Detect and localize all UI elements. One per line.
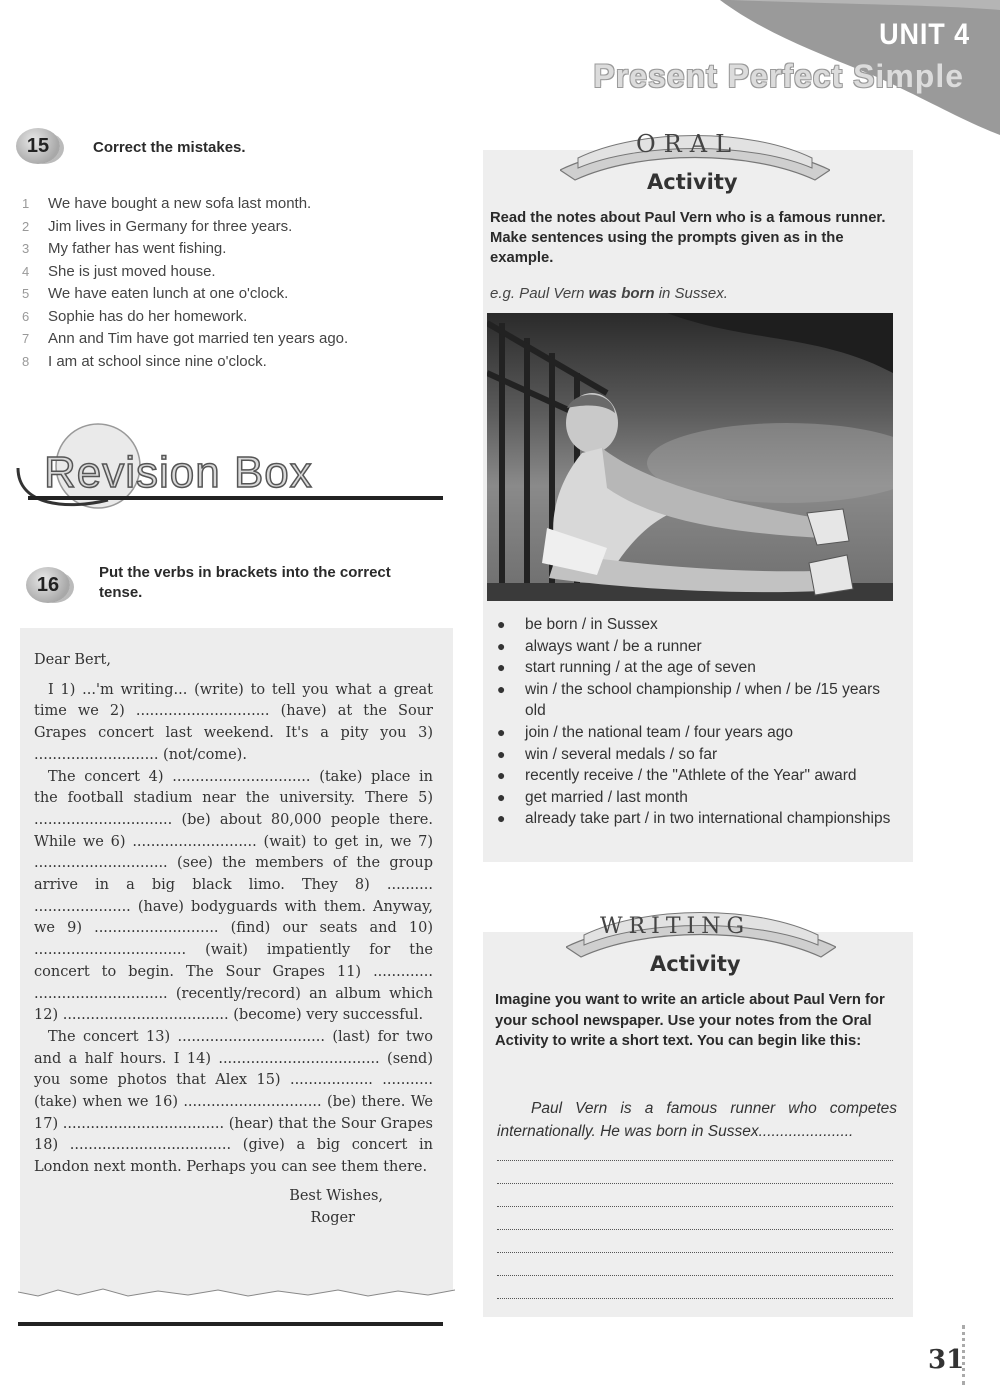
list-item: 2 Jim lives in Germany for three years. xyxy=(22,217,293,235)
oral-example: e.g. Paul Vern was born in Sussex. xyxy=(490,285,728,302)
writing-line xyxy=(497,1275,893,1276)
list-item: 7 Ann and Tim have got married ten years ago. xyxy=(22,330,349,347)
edge-dots xyxy=(962,1325,966,1385)
letter-greeting: Dear Bert, xyxy=(34,652,111,668)
revision-box-title: Revision Box xyxy=(44,448,313,497)
list-item: ● win / the school championship / when / be /15 years old xyxy=(497,680,880,720)
bottom-rule xyxy=(18,1322,443,1326)
list-item: 8 I am at school since nine o'clock. xyxy=(22,352,267,370)
writing-line xyxy=(497,1160,893,1161)
writing-start-text: Paul Vern is a famous runner who competes internationally. He was born in Sussex...................... xyxy=(497,1100,897,1140)
writing-line xyxy=(497,1252,893,1253)
runner-photo xyxy=(487,313,893,601)
list-item: ● be born / in Sussex xyxy=(497,616,658,633)
exercise-15-instruction: Correct the mistakes. xyxy=(93,139,246,156)
list-item: ● get married / last month xyxy=(497,788,688,806)
writing-line xyxy=(497,1229,893,1230)
list-item: ● already take part / in two international championships xyxy=(497,810,891,828)
list-item: 1 We have bought a new sofa last month. xyxy=(22,195,312,212)
letter-closing: Best Wishes, xyxy=(289,1187,383,1204)
oral-notes-list xyxy=(497,614,897,830)
letter-paragraph: I 1) ...'m writing... (write) to tell you what a great time we 2) ............................. (have) at the Sour Grapes concert last weekend. It's a pity you 3) ........................... (not/come). xyxy=(34,681,433,763)
list-item: 5 We have eaten lunch at one o'clock. xyxy=(22,285,289,302)
writing-line xyxy=(497,1298,893,1299)
torn-edge xyxy=(18,1284,455,1304)
list-item: ● win / several medals / so far xyxy=(497,745,718,763)
list-item: 3 My father has went fishing. xyxy=(22,240,227,257)
letter-signature: Roger xyxy=(310,1209,355,1226)
exercise-16-instruction: Put the verbs in brackets into the correct tense. xyxy=(99,564,391,601)
exercise-15-badge: 15 xyxy=(16,128,60,164)
list-item: ● recently receive / the "Athlete of the Year" award xyxy=(497,767,857,785)
writing-instruction: Imagine you want to write an article about Paul Vern for your school newspaper. Use your notes from the Oral Activity to write a short text. You can begin like this: xyxy=(495,992,885,1049)
writing-banner: WRITING xyxy=(600,914,751,939)
oral-instruction: Read the notes about Paul Vern who is a famous runner. Make sentences using the prompts given as in the example. xyxy=(490,210,886,266)
letter-paragraph: The concert 13) ................................ (last) for two and a half hours. I 14) ................................... (send) you some photos that Alex 15) .................. ........... (take) when we 16) .............................. (be) there. We 17) ................................... (hear) that the Sour Grapes 18) ................................... (give) a big concert in London next month. Perhaps you can see them there. xyxy=(34,1028,433,1176)
page-number: 31 xyxy=(928,1345,965,1375)
writing-activity-label: Activity xyxy=(650,952,741,976)
writing-line xyxy=(497,1183,893,1184)
letter-box xyxy=(20,628,453,1296)
list-item: ● start running / at the age of seven xyxy=(497,659,756,677)
exercise-15-list xyxy=(22,193,348,373)
oral-activity-label: Activity xyxy=(647,170,738,194)
list-item: 6 Sophie has do her homework. xyxy=(22,307,248,325)
letter-paragraph: The concert 4) .............................. (take) place in the football stadium near the university. There 5) .............................. (be) about 80,000 people there. While we 6) ........................... (wait) to get in, we 7) ............................. (see) the members of the group arrive in a big black limo. They 8) .......... ..................... (have) bodyguards with them. Anyway, we 9) ........................... (find) our seats and 10) ................................. (wait) impatiently for the concert to begin. The Sour Grapes 11) ............. ............................. (recently/record) an album which 12) .................................... (become) very successful. xyxy=(34,768,433,1024)
exercise-16-badge: 16 xyxy=(26,567,70,603)
unit-title: Present Perfect Simple xyxy=(593,58,964,94)
list-item: ● join / the national team / four years ago xyxy=(497,723,793,741)
list-item: 4 She is just moved house. xyxy=(22,262,216,280)
list-item: ● always want / be a runner xyxy=(497,637,702,655)
unit-label: UNIT 4 xyxy=(879,18,970,51)
writing-line xyxy=(497,1206,893,1207)
oral-banner: ORAL xyxy=(636,130,740,158)
